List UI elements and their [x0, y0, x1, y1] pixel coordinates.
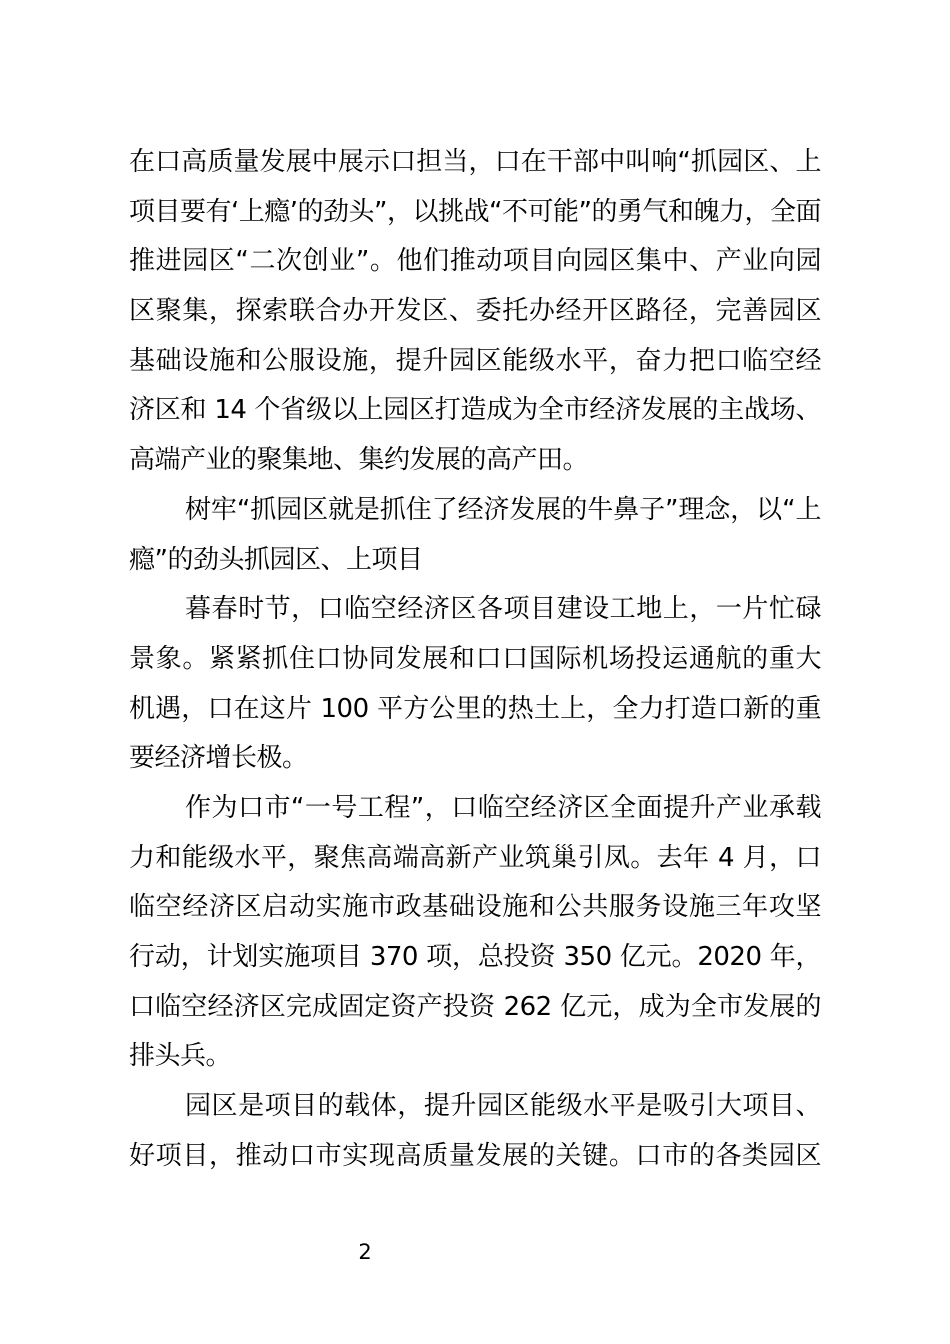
paragraph — [129, 486, 821, 585]
text-line: 行动，计划实施项目 370 项，总投资 350 亿元。2020 年， — [129, 942, 821, 972]
paragraph — [129, 1082, 821, 1181]
page-footer — [355, 1240, 375, 1264]
text-line: 区聚集，探索联合办开发区、委托办经开区路径，完善园区 — [129, 296, 821, 327]
document-body — [129, 138, 821, 1181]
text-line: 项目要有‘上瘾’的劲头”，以挑战“不可能”的勇气和魄力，全面 — [129, 196, 821, 227]
text-line: 要经济增长极。 — [129, 743, 308, 774]
text-line: 排头兵。 — [129, 1041, 232, 1072]
text-line: 临空经济区启动实施市政基础设施和公共服务设施三年攻坚 — [129, 892, 821, 923]
text-line: 好项目，推动口市实现高质量发展的关键。口市的各类园区 — [129, 1140, 821, 1171]
text-line: 瘾”的劲头抓园区、上项目 — [129, 544, 423, 575]
text-line: 口临空经济区完成固定资产投资 262 亿元，成为全市发展的 — [129, 991, 821, 1022]
text-line: 基础设施和公服设施，提升园区能级水平，奋力把口临空经 — [129, 345, 821, 376]
text-line: 园区是项目的载体，提升园区能级水平是吸引大项目、 — [185, 1091, 821, 1122]
page-number: 2 — [358, 1240, 372, 1264]
text-line: 暮春时节，口临空经济区各项目建设工地上，一片忙碌 — [185, 594, 821, 625]
text-line: 济区和 14 个省级以上园区打造成为全市经济发展的主战场、 — [129, 395, 821, 426]
paragraph — [129, 138, 821, 486]
paragraph — [129, 784, 821, 1082]
text-line: 高端产业的聚集地、集约发展的高产田。 — [129, 445, 589, 476]
text-line: 作为口市“一号工程”，口临空经济区全面提升产业承载 — [185, 792, 821, 823]
text-line: 在口高质量发展中展示口担当，口在干部中叫响“抓园区、上 — [129, 147, 821, 177]
text-line: 机遇，口在这片 100 平方公里的热土上，全力打造口新的重 — [129, 693, 821, 724]
text-line: 推进园区“二次创业”。他们推动项目向园区集中、产业向园 — [129, 246, 821, 277]
paragraph — [129, 585, 821, 784]
text-line: 树牢“抓园区就是抓住了经济发展的牛鼻子”理念，以“上 — [185, 494, 821, 525]
text-line: 力和能级水平，聚焦高端高新产业筑巢引凤。去年 4 月，口 — [129, 842, 821, 873]
text-line: 景象。紧紧抓住口协同发展和口口国际机场投运通航的重大 — [129, 643, 821, 674]
